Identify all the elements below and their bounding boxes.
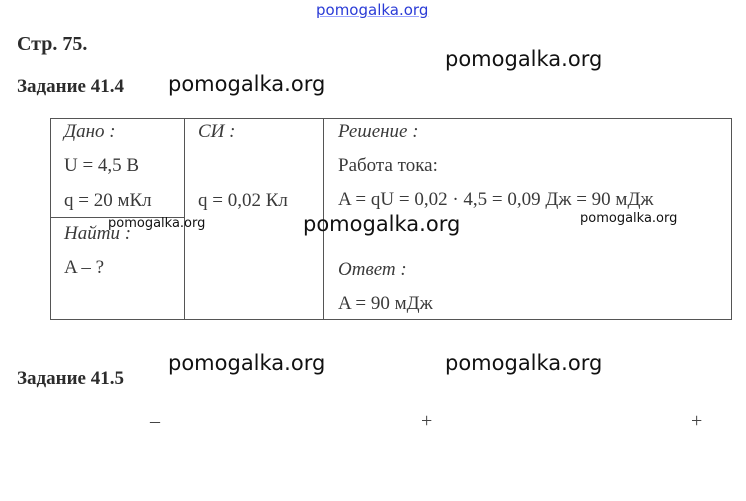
plus-sign: + <box>421 410 433 432</box>
find-header: Найти : <box>64 223 132 244</box>
watermark-text: pomogalka.org <box>580 211 678 226</box>
task-41-4-title: Задание 41.4 <box>17 76 124 97</box>
given-voltage: U = 4,5 В <box>64 155 140 176</box>
minus-sign: – <box>150 410 160 432</box>
watermark-text: pomogalka.org <box>445 351 603 375</box>
task-41-5-title: Задание 41.5 <box>17 368 124 389</box>
si-charge: q = 0,02 Кл <box>198 190 288 211</box>
watermark-text: pomogalka.org <box>445 47 603 71</box>
top-watermark-link[interactable]: pomogalka.org <box>316 1 429 19</box>
watermark-text: pomogalka.org <box>303 212 461 236</box>
solution-text: Работа тока: <box>338 155 438 176</box>
answer-header: Ответ : <box>338 259 407 280</box>
answer-value: A = 90 мДж <box>338 293 433 314</box>
si-header: СИ : <box>198 121 236 142</box>
given-header: Дано : <box>64 121 116 142</box>
watermark-text: pomogalka.org <box>168 351 326 375</box>
watermark-text: pomogalka.org <box>108 216 206 231</box>
page-number-heading: Стр. 75. <box>17 33 88 55</box>
solution-header: Решение : <box>338 121 419 142</box>
given-charge: q = 20 мКл <box>64 190 152 211</box>
find-work: A – ? <box>64 257 105 278</box>
solution-formula: A = qU = 0,02 · 4,5 = 0,09 Дж = 90 мДж <box>338 189 654 210</box>
plus-sign: + <box>691 410 703 432</box>
watermark-text: pomogalka.org <box>168 72 326 96</box>
